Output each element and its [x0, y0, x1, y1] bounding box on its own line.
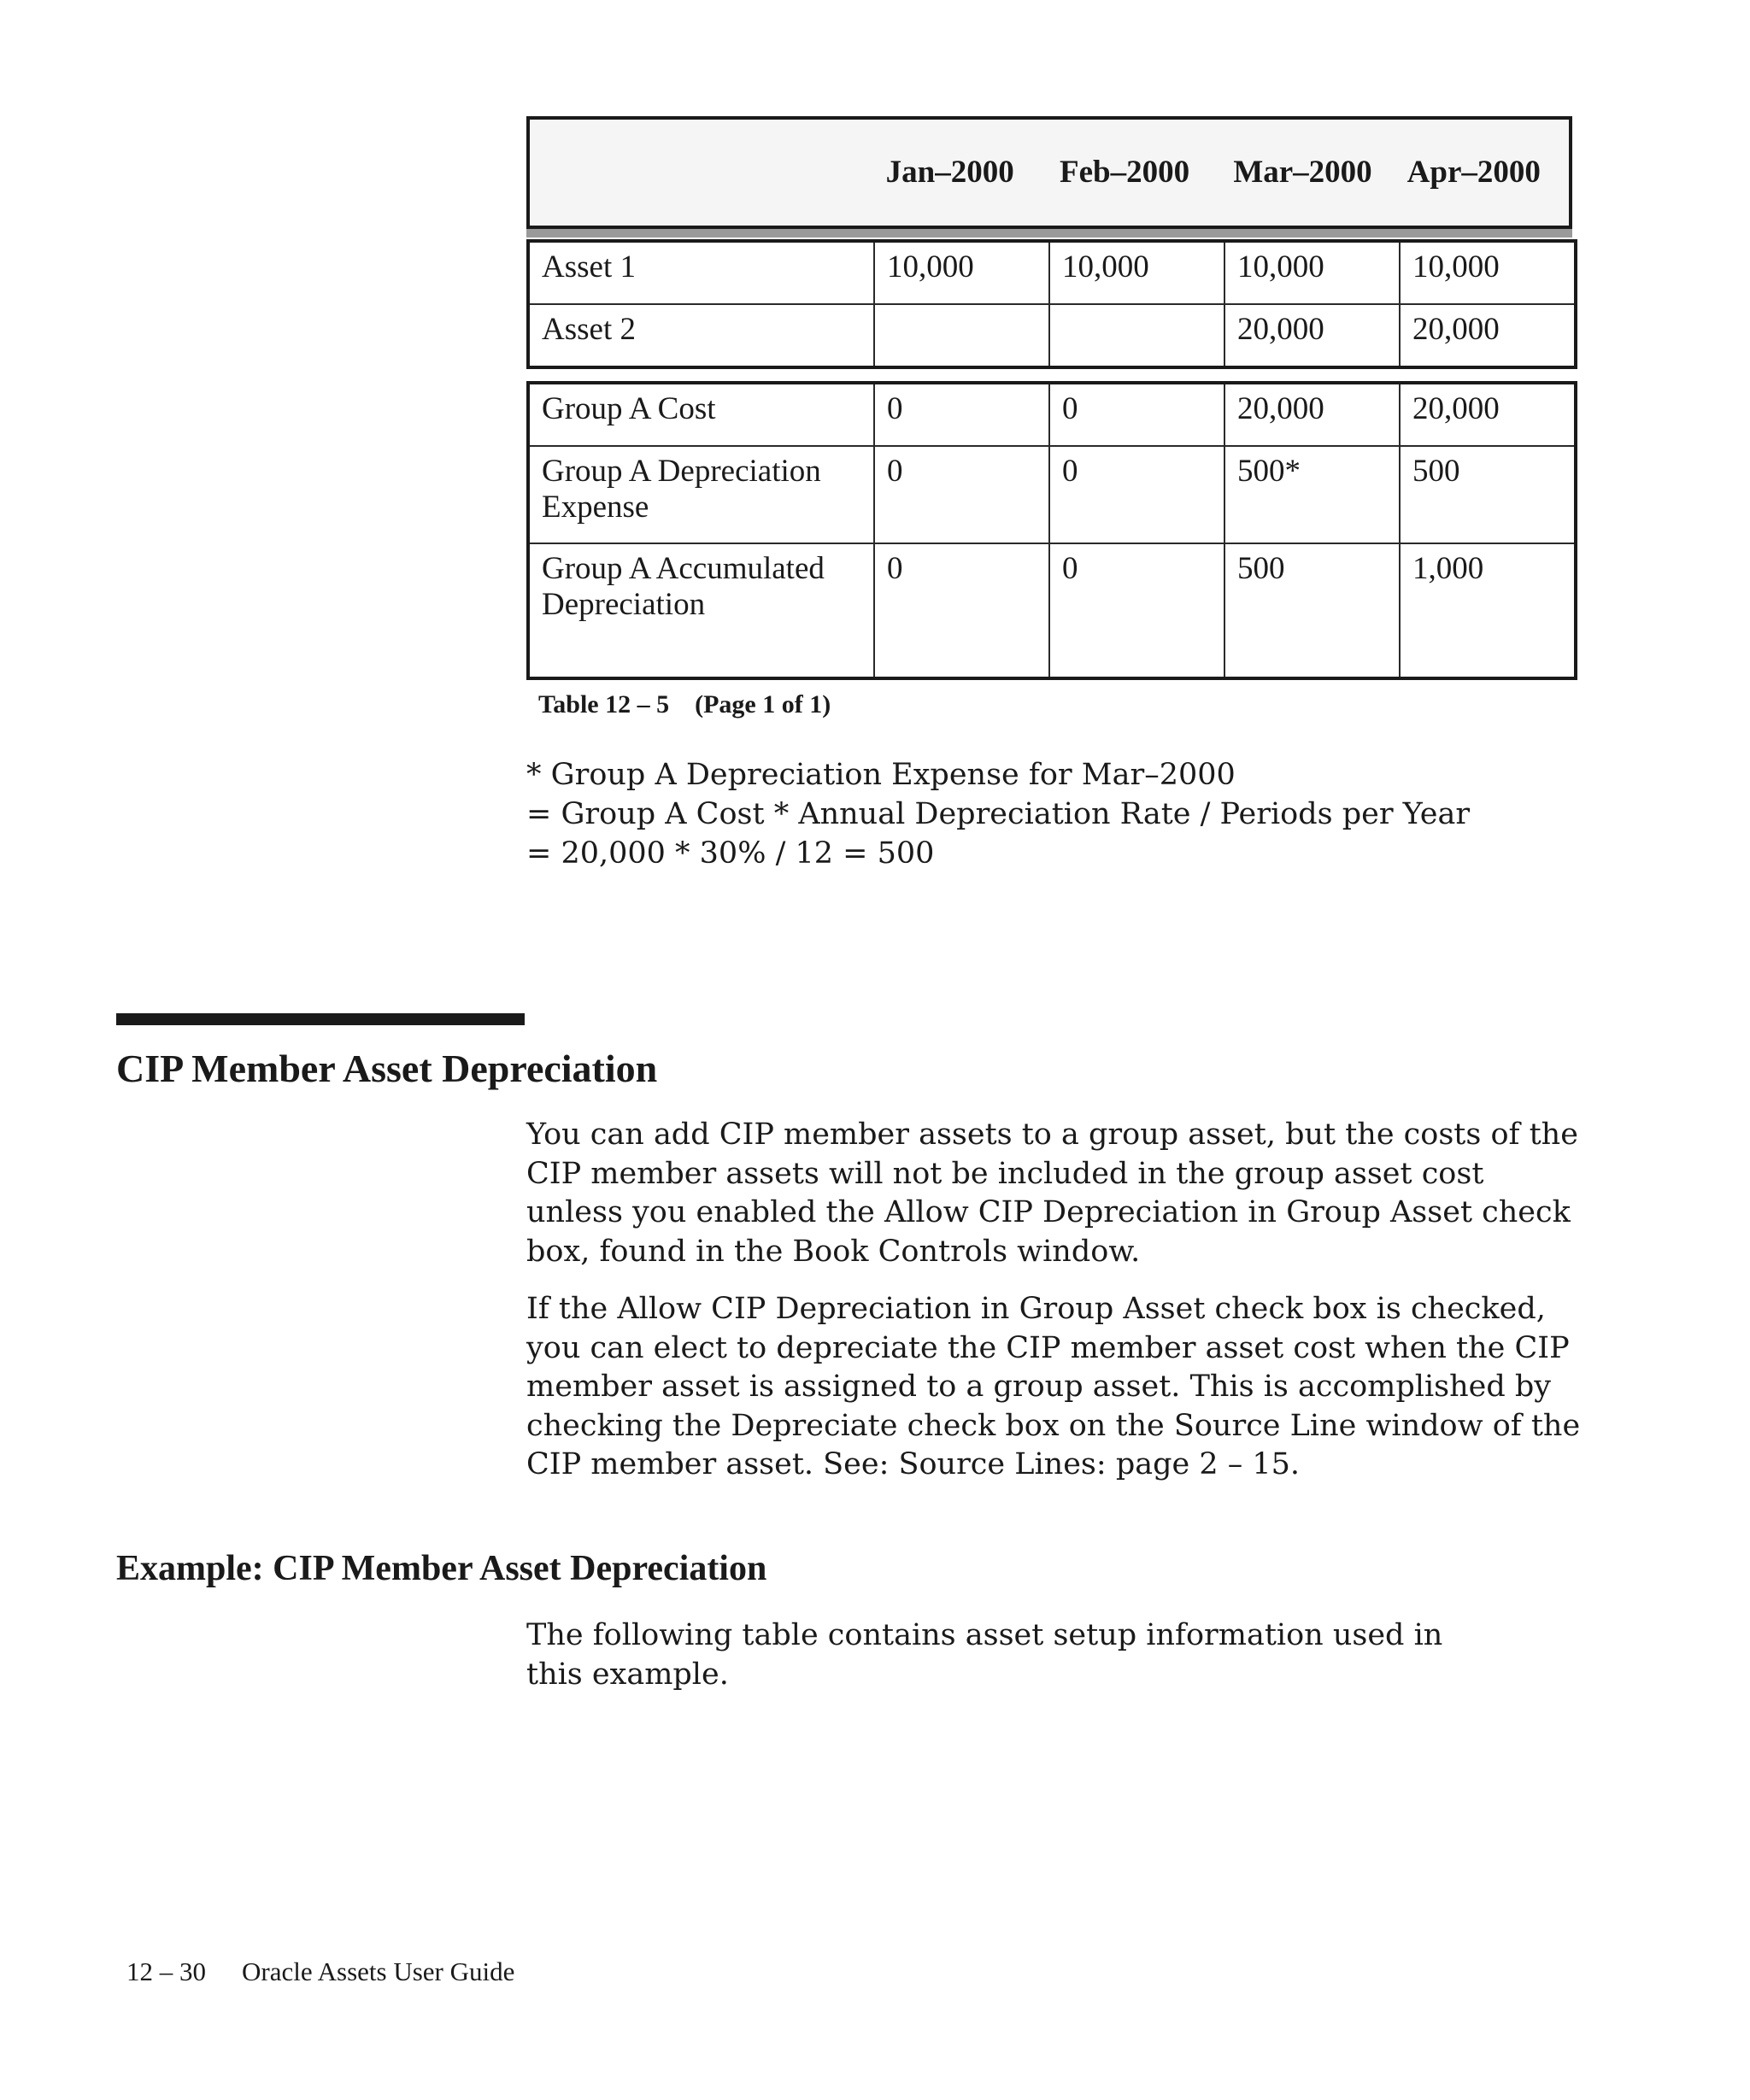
table-row [528, 383, 1576, 446]
table-cell: 10,000 [1224, 241, 1400, 304]
table-row [528, 543, 1576, 678]
header-cell: Feb–2000 [1059, 155, 1190, 190]
book-title: Oracle Assets User Guide [242, 1956, 515, 1986]
header-cell: Apr–2000 [1406, 155, 1541, 190]
table-cell: 20,000 [1400, 383, 1576, 446]
table-cell: Asset 2 [528, 304, 874, 367]
header-cell [528, 118, 874, 227]
footnote-line: = Group A Cost * Annual Depreciation Rate / Periods per Year [526, 797, 1471, 831]
table-cell: 0 [1049, 543, 1224, 678]
table-cell: Group A Cost [528, 383, 874, 446]
section-heading: CIP Member Asset Depreciation [116, 1047, 658, 1090]
table-cell: Group A Accumulated Depreciation [528, 543, 874, 678]
table-cell: 0 [1049, 446, 1224, 543]
table-header [526, 116, 1572, 229]
table-cell: 0 [874, 543, 1049, 678]
table-cell: 500* [1224, 446, 1400, 543]
example-heading: Example: CIP Member Asset Depreciation [116, 1549, 767, 1588]
example-paragraph: The following table contains asset setup information used in this example. [526, 1618, 1443, 1692]
table-cell: 20,000 [1224, 304, 1400, 367]
header-cell: Mar–2000 [1233, 155, 1372, 190]
table-cell [1049, 304, 1224, 367]
page-footer [126, 1956, 550, 1987]
table-cell: 20,000 [1224, 383, 1400, 446]
caption-label: Table 12 – 5 [538, 690, 670, 719]
caption-page: (Page 1 of 1) [695, 690, 831, 719]
table-cell: 10,000 [1049, 241, 1224, 304]
footnote-line: = 20,000 * 30% / 12 = 500 [526, 836, 935, 871]
table-cell: Asset 1 [528, 241, 874, 304]
footnote-line: * Group A Depreciation Expense for Mar–2000 [526, 758, 1236, 792]
table-cell: 20,000 [1400, 304, 1576, 367]
table-cell: 500 [1224, 543, 1400, 678]
page-number: 12 – 30 [126, 1956, 206, 1986]
section-paragraph: You can add CIP member assets to a group asset, but the costs of the CIP member assets will not be included in the group asset cost unless you enabled the Allow CIP Depreciation in Group Asset check box, found in the Book Controls window. [526, 1117, 1578, 1269]
table-row [528, 304, 1576, 367]
table-caption [538, 690, 856, 719]
table-cell [874, 304, 1049, 367]
header-shadow [526, 229, 1572, 238]
table-cell: 0 [1049, 383, 1224, 446]
asset-table [526, 239, 1577, 369]
table-cell: 500 [1400, 446, 1576, 543]
table-cell: 0 [874, 383, 1049, 446]
table-cell: 0 [874, 446, 1049, 543]
group-table [526, 381, 1577, 680]
table-cell: 10,000 [1400, 241, 1576, 304]
header-cell: Jan–2000 [885, 155, 1014, 190]
table-row [528, 241, 1576, 304]
table-row [528, 446, 1576, 543]
table-cell: Group A Depreciation Expense [528, 446, 874, 543]
table-cell: 1,000 [1400, 543, 1576, 678]
section-rule [116, 1013, 525, 1025]
section-paragraph: If the Allow CIP Depreciation in Group Asset check box is checked, you can elect to depreciate the CIP member asset cost when the CIP member asset is assigned to a group asset. This is accomplished by checking the Depreciate check box on the Source Line window of the CIP member asset. See: Source Lines: page 2 – 15. [526, 1292, 1581, 1481]
table-cell: 10,000 [874, 241, 1049, 304]
